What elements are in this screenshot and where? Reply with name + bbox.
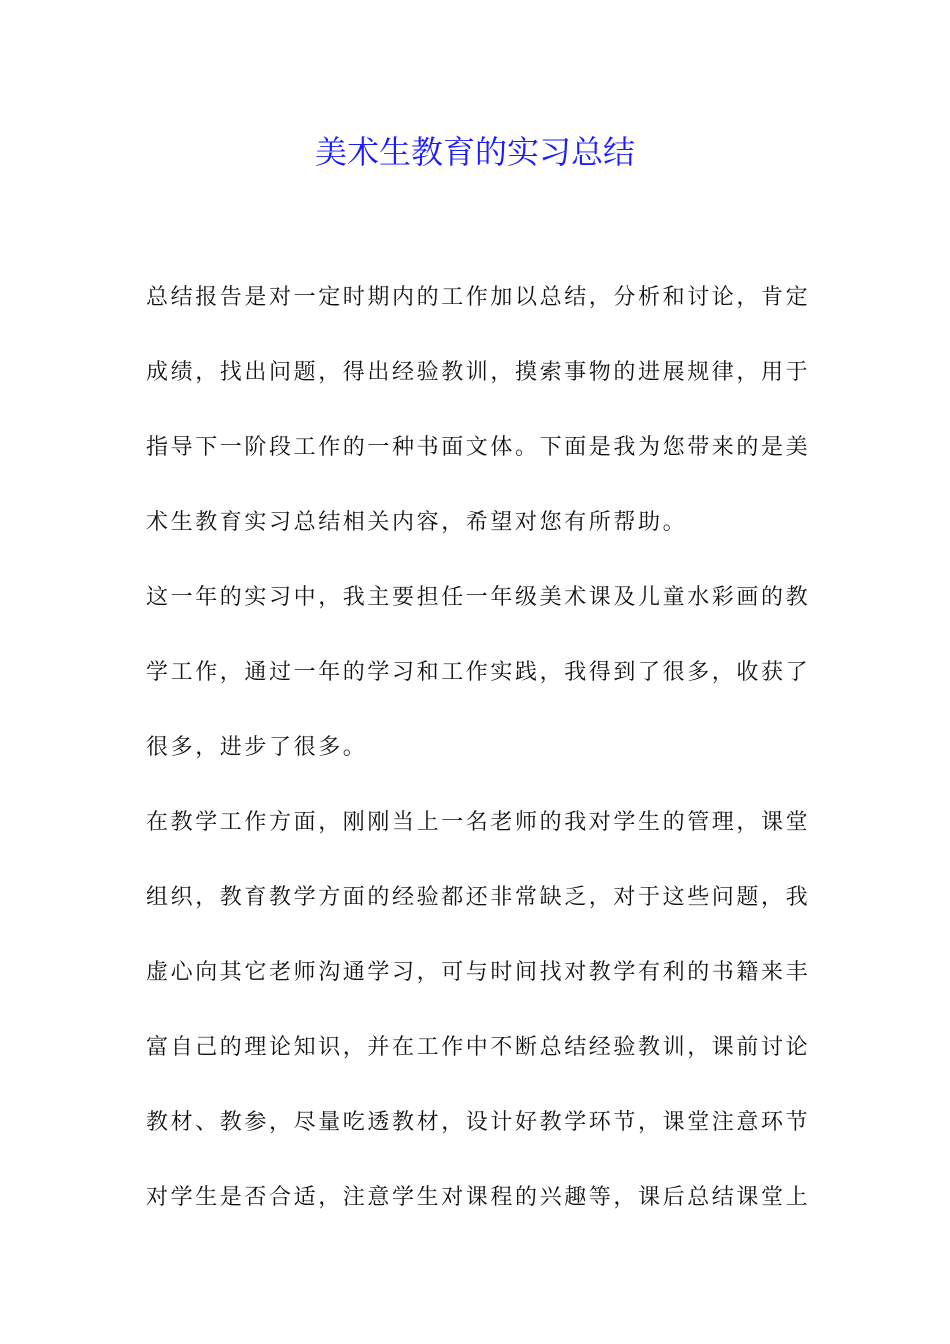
- text-line: 术生教育实习总结相关内容，希望对您有所帮助。: [146, 510, 688, 535]
- paragraph-intro: [146, 260, 811, 560]
- text-line: 在教学工作方面，刚刚当上一名老师的我对学生的管理，课堂: [146, 810, 811, 835]
- document-title: 美术生教育的实习总结: [314, 133, 635, 171]
- text-line: 很多，进步了很多。: [146, 735, 368, 760]
- text-line: 虚心向其它老师沟通学习，可与时间找对教学有利的书籍来丰: [146, 960, 811, 985]
- document-body: [146, 260, 811, 1235]
- text-line: 指导下一阶段工作的一种书面文体。下面是我为您带来的是美: [146, 435, 811, 460]
- text-line: 总结报告是对一定时期内的工作加以总结，分析和讨论，肯定: [146, 285, 811, 310]
- text-line: 教材、教参，尽量吃透教材，设计好教学环节，课堂注意环节: [146, 1110, 811, 1135]
- paragraph-teaching-work: [146, 785, 811, 1235]
- text-line: 组织，教育教学方面的经验都还非常缺乏，对于这些问题，我: [146, 885, 811, 910]
- text-line: 成绩，找出问题，得出经验教训，摸索事物的进展规律，用于: [146, 360, 811, 385]
- paragraph-internship-overview: [146, 560, 811, 785]
- text-line: 学工作，通过一年的学习和工作实践，我得到了很多，收获了: [146, 660, 811, 685]
- text-line: 这一年的实习中，我主要担任一年级美术课及儿童水彩画的教: [146, 585, 811, 610]
- text-line: 富自己的理论知识，并在工作中不断总结经验教训，课前讨论: [146, 1035, 811, 1060]
- text-line: 对学生是否合适，注意学生对课程的兴趣等，课后总结课堂上: [146, 1185, 811, 1210]
